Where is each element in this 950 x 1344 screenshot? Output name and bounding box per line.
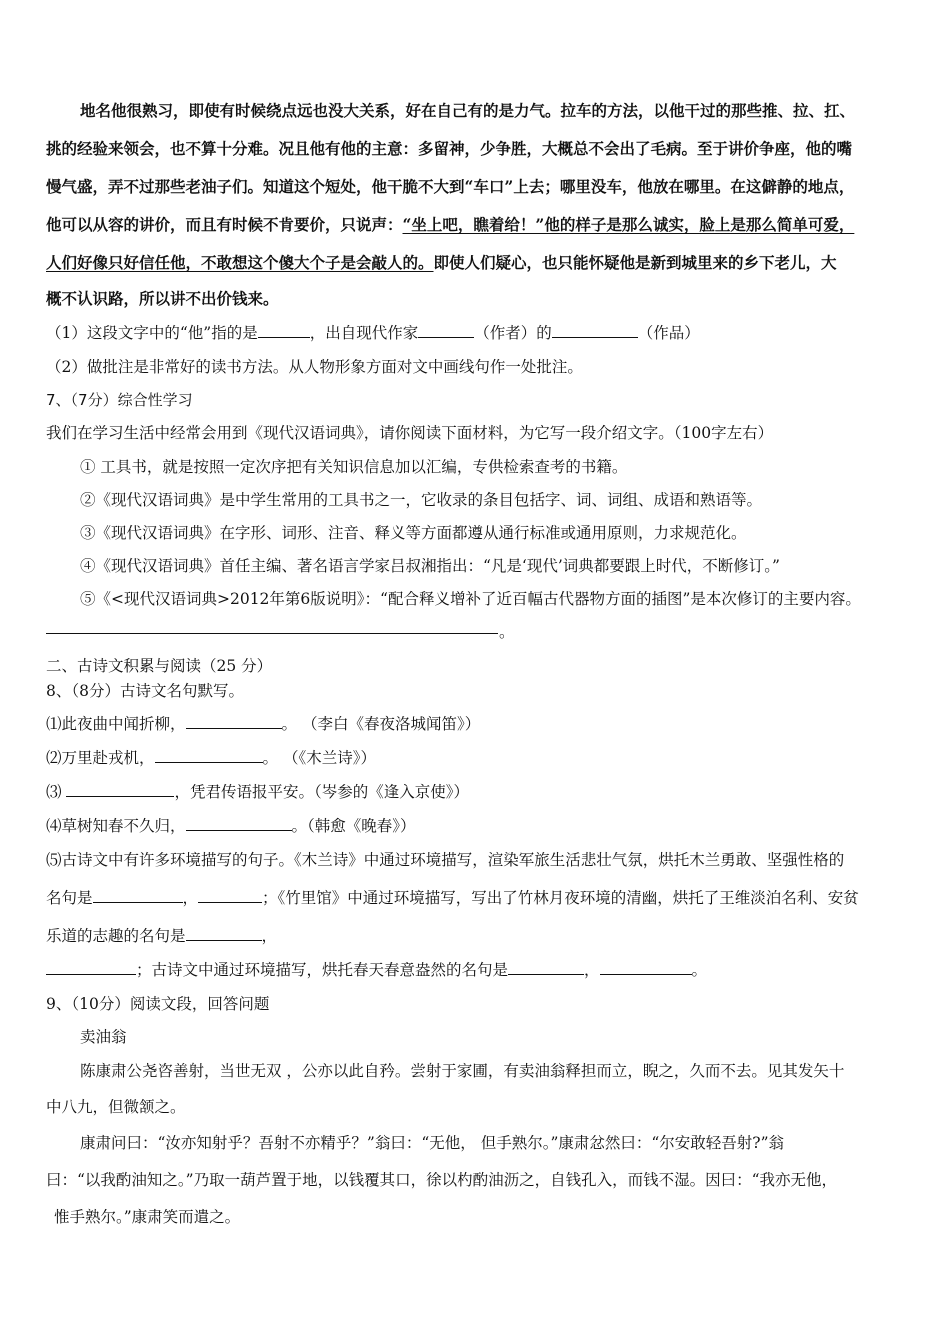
q8-item-5-line-4	[46, 960, 707, 980]
q8-item-5-l2-text-b: ，	[182, 889, 199, 907]
q7-material-3: ③《现代汉语词典》在字形、词形、注音、释义等方面都遵从通行标准或通用原则，力求规范化。	[80, 524, 747, 542]
passage-line-5	[46, 253, 837, 273]
answer-blank-work[interactable]	[552, 323, 638, 338]
q8-item-2-text-a: ⑵万里赴戎机，	[46, 749, 155, 767]
q6-part-1-text-d: （作品）	[637, 324, 700, 342]
answer-blank-q8-5a[interactable]	[93, 888, 183, 903]
q8-item-5-l3-text-b: ，	[261, 927, 278, 945]
answer-blank-q8-4[interactable]	[186, 816, 292, 831]
underlined-sentence-part-1: “坐上吧，瞧着给！”他的样子是那么诚实，脸上是那么简单可爱，	[402, 215, 855, 234]
q8-item-5-l4-text-b: ，	[584, 961, 600, 979]
q7-intro: 我们在学习生活中经常会用到《现代汉语词典》，请你阅读下面材料，为它写一段介绍文字。（100字左右）	[46, 424, 774, 442]
q8-item-5-l3-text-a: 乐道的志趣的名句是	[46, 927, 186, 945]
q6-part-1	[46, 323, 700, 343]
q8-item-4	[46, 816, 416, 836]
q8-item-1-text-a: ⑴此夜曲中闻折柳，	[46, 715, 186, 733]
q6-part-2: （2）做批注是非常好的读书方法。从人物形象方面对文中画线句作一处批注。	[46, 358, 583, 376]
q7-answer-period: 。	[499, 623, 515, 641]
answer-blank-q8-5e[interactable]	[508, 960, 584, 975]
q9-paragraph-2-line-3: 惟手熟尔。”康肃笑而遣之。	[54, 1208, 241, 1226]
q9-paragraph-2-line-2: 曰：“以我酌油知之。”乃取一葫芦置于地，以钱覆其口，徐以杓酌油沥之，自钱孔入，而钱不湿。因曰：“我亦无他，	[46, 1171, 838, 1189]
q8-item-2	[46, 748, 376, 768]
q8-item-5-line-3	[46, 926, 277, 946]
q6-part-1-text-b: ，出自现代作家	[309, 324, 419, 342]
q8-item-1-text-b: 。 （李白《春夜洛城闻笛》）	[281, 715, 481, 733]
q9-paragraph-2-line-1: 康肃问曰：“汝亦知射乎？吾射不亦精乎？”翁曰：“无他， 但手熟尔。”康肃忿然曰：“尔安敢轻吾射?”翁	[80, 1134, 785, 1152]
answer-blank-q8-5b[interactable]	[198, 888, 262, 903]
passage-line-6: 概不认识路，所以讲不出价钱来。	[46, 289, 279, 308]
q6-part-1-text-a: （1）这段文字中的“他”指的是	[46, 324, 258, 342]
q8-item-5-l4-text-a: ；古诗文中通过环境描写，烘托春天春意盎然的名句是	[136, 961, 509, 979]
q7-material-4: ④《现代汉语词典》首任主编、著名语言学家吕叔湘指出：“凡是‘现代’词典都要跟上时代，不断修订。”	[80, 557, 780, 575]
q8-item-3-text-a: ⑶	[46, 783, 67, 801]
q9-passage-title: 卖油翁	[80, 1028, 127, 1046]
q7-heading: 7、（7分）综合性学习	[46, 391, 193, 409]
answer-blank-author[interactable]	[418, 323, 474, 338]
passage-line-3: 慢气盛，弄不过那些老油子们。知道这个短处，他干脆不大到“车口”上去；哪里没车，他放在哪里。在这僻静的地点，	[46, 177, 855, 196]
q8-item-5-l2-text-c: ；《竹里馆》中通过环境描写，写出了竹林月夜环境的清幽，烘托了王维淡泊名利、安贫	[262, 889, 859, 907]
q8-item-1	[46, 714, 480, 734]
underlined-sentence-part-2: 人们好像只好信任他，不敢想这个傻大个子是会敲人的。	[46, 253, 434, 272]
passage-line-1: 地名他很熟习，即使有时候绕点远也没大关系，好在自己有的是力气。拉车的方法，以他干过的那些推、拉、扛、	[80, 101, 856, 120]
q7-material-5: ⑤《<现代汉语词典>2012年第6版说明》：“配合释义增补了近百幅古代器物方面的插图”是本次修订的主要内容。	[80, 590, 861, 608]
q8-item-5-l4-text-c: 。	[691, 961, 708, 979]
passage-line-4-plain: 他可以从容的讲价，而且有时候不肯要价，只说声：	[46, 215, 403, 234]
q8-item-3	[46, 782, 469, 802]
q8-item-4-text-b: 。（韩愈《晚春》）	[291, 817, 416, 835]
answer-blank-q8-5f[interactable]	[600, 960, 692, 975]
passage-line-5-plain: 即使人们疑心，也只能怀疑他是新到城里来的乡下老儿，大	[433, 253, 837, 272]
q6-part-1-text-c: （作者）的	[474, 324, 552, 342]
answer-blank-q8-5c[interactable]	[186, 926, 262, 941]
answer-blank-q8-1[interactable]	[186, 714, 282, 729]
passage-line-4	[46, 215, 854, 235]
passage-line-2: 挑的经验来领会，也不算十分难。况且他有他的主意：多留神，少争胜，大概总不会出了毛病。至于讲价争座，他的嘴	[46, 139, 853, 158]
q8-item-2-text-b: 。 （《木兰诗》）	[262, 749, 376, 767]
q7-material-2: ②《现代汉语词典》是中学生常用的工具书之一，它收录的条目包括字、词、词组、成语和熟语等。	[80, 491, 763, 509]
answer-blank-q8-5d[interactable]	[46, 960, 136, 975]
q9-paragraph-1-line-1: 陈康肃公尧咨善射，当世无双 ，公亦以此自矜。尝射于家圃，有卖油翁释担而立，睨之，久而不去。见其发矢十	[80, 1062, 845, 1080]
answer-blank-character[interactable]	[258, 323, 310, 338]
answer-blank-q8-3[interactable]	[66, 782, 174, 797]
q7-material-1: ① 工具书，就是按照一定次序把有关知识信息加以汇编，专供检索查考的书籍。	[80, 458, 628, 476]
q8-item-5-l2-text-a: 名句是	[46, 889, 93, 907]
q8-item-5-line-1: ⑸古诗文中有许多环境描写的句子。《木兰诗》中通过环境描写，渲染军旅生活悲壮气氛，烘托木兰勇敢、坚强性格的	[46, 851, 845, 869]
q8-item-3-text-b: ，凭君传语报平安。（岑参的《逢入京使》）	[174, 783, 469, 801]
answer-blank-q8-2[interactable]	[155, 748, 263, 763]
q8-item-5-line-2	[46, 888, 859, 908]
q9-heading: 9、（10分）阅读文段，回答问题	[46, 995, 270, 1013]
q8-heading: 8、（8分）古诗文名句默写。	[46, 682, 244, 700]
section-2-heading: 二、古诗文积累与阅读（25 分）	[46, 657, 273, 675]
q8-item-4-text-a: ⑷草树知春不久归，	[46, 817, 186, 835]
q9-paragraph-1-line-2: 中八九，但微颔之。	[46, 1098, 186, 1116]
q7-answer-line[interactable]	[46, 633, 498, 634]
